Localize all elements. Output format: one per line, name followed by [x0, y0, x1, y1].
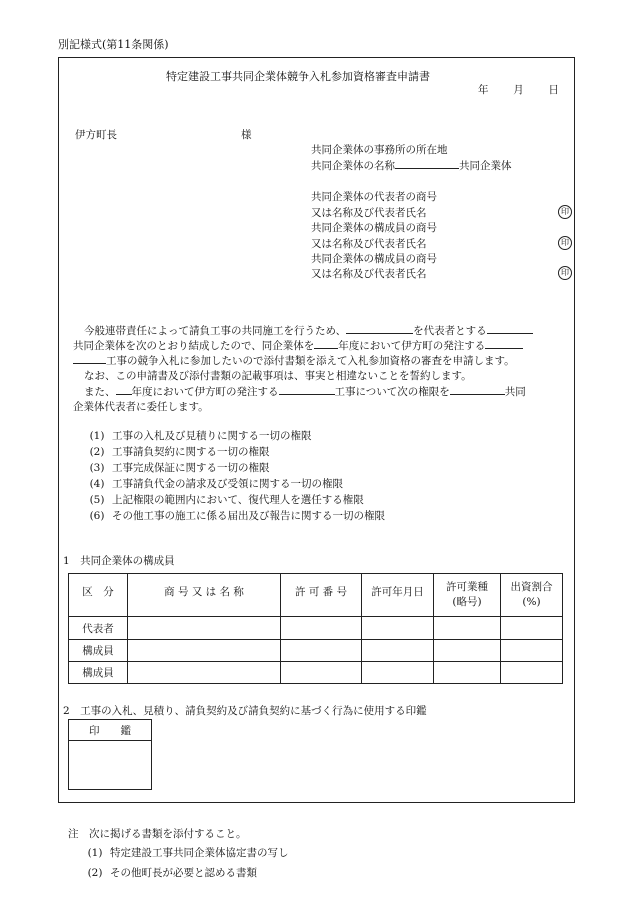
- date-month: 月: [513, 84, 524, 96]
- body-text: を代表者とする: [413, 325, 487, 337]
- col-investment-ratio: 出資割合 (%): [501, 574, 563, 617]
- member2-trade-name-label: 共同企業体の構成員の商号: [311, 253, 437, 265]
- permit-date-cell[interactable]: [362, 640, 434, 662]
- applicant-name-suffix: 共同企業体: [459, 160, 512, 172]
- permit-date-cell[interactable]: [362, 617, 434, 640]
- name-cell[interactable]: [128, 662, 281, 684]
- col-permit-date: 許可年月日: [362, 574, 434, 617]
- permit-date-cell[interactable]: [362, 662, 434, 684]
- form-reference-note: 別記様式(第11条関係): [58, 38, 169, 51]
- section2-heading: 2 工事の入札、見積り、請負契約及び請負契約に基づく行為に使用する印鑑: [63, 705, 427, 717]
- list-item: (1) 特定建設工事共同企業体協定書の写し: [87, 847, 289, 859]
- body-text: 年度において伊方町の発注する: [131, 386, 279, 398]
- jv-name-blank: [487, 322, 533, 334]
- applicant-name-label: 共同企業体の名称: [311, 160, 395, 172]
- name-cell[interactable]: [128, 640, 281, 662]
- fiscal-year-blank: [314, 337, 338, 349]
- col-permit-type: 許可業種 (略号): [434, 574, 501, 617]
- permit-type-cell[interactable]: [434, 640, 501, 662]
- body-text: 今般連帯責任によって請負工事の共同施工を行うため、: [84, 325, 347, 337]
- investment-ratio-cell[interactable]: [501, 617, 563, 640]
- table-row: [69, 617, 563, 640]
- addressee-honorific: 様: [241, 129, 252, 141]
- list-item: (2) その他町長が必要と認める書類: [87, 867, 257, 879]
- applicant-office-location: 共同企業体の事務所の所在地: [311, 144, 448, 156]
- investment-ratio-cell[interactable]: [501, 662, 563, 684]
- seal-header: 印 鑑: [69, 720, 152, 741]
- form-title: 特定建設工事共同企業体競争入札参加資格審査申請書: [166, 70, 430, 83]
- body-text: 年度において伊方町の発注する: [338, 340, 486, 352]
- rep-seal-mark: 印: [558, 205, 572, 219]
- list-item: (1) 工事の入札及び見積りに関する一切の権限: [89, 430, 312, 442]
- list-item: (3) 工事完成保証に関する一切の権限: [89, 462, 270, 474]
- col-name: 商 号 又 は 名 称: [128, 574, 281, 617]
- row-division-label: 構成員: [69, 662, 128, 684]
- body-line-5: [84, 383, 526, 399]
- date-line: [478, 82, 559, 97]
- row-division-label: 構成員: [69, 640, 128, 662]
- body-line-1: [84, 322, 533, 338]
- member2-seal-mark: 印: [558, 266, 572, 280]
- rep-company-blank: [346, 322, 413, 334]
- member1-trade-name-label: 共同企業体の構成員の商号: [311, 222, 437, 234]
- addressee-name: 伊方町長: [75, 129, 117, 141]
- col-division: 区 分: [69, 574, 128, 617]
- notes-list: [80, 843, 289, 883]
- seal-impression-area[interactable]: [69, 741, 152, 790]
- body-text: 工事について次の権限を: [334, 386, 450, 398]
- body-text: 工事の競争入札に参加したいので添付書類を添えて入札参加資格の審査を申請します。: [106, 355, 515, 367]
- date-day: 日: [548, 84, 559, 96]
- permit-no-cell[interactable]: [281, 662, 362, 684]
- rep-trade-name-label: 共同企業体の代表者の商号: [311, 191, 437, 203]
- applicant-name-line: [311, 157, 512, 173]
- applicant-name-blank: [395, 157, 459, 169]
- member1-person-label: 又は名称及び代表者氏名: [311, 238, 427, 250]
- investment-ratio-cell[interactable]: [501, 640, 563, 662]
- delegate-blank: [450, 383, 505, 395]
- construction-name-blank: [485, 337, 523, 349]
- name-cell[interactable]: [128, 617, 281, 640]
- permit-no-cell[interactable]: [281, 640, 362, 662]
- col-permit-no: 許 可 番 号: [281, 574, 362, 617]
- body-line-2: [73, 337, 523, 353]
- permit-type-cell[interactable]: [434, 617, 501, 640]
- row-division-label: 代表者: [69, 617, 128, 640]
- table-row: [69, 662, 563, 684]
- member1-seal-mark: 印: [558, 236, 572, 250]
- list-item: (2) 工事請負契約に関する一切の権限: [89, 446, 270, 458]
- body-line-6: 企業体代表者に委任します。: [73, 401, 209, 413]
- permit-no-cell[interactable]: [281, 617, 362, 640]
- list-item: (4) 工事請負代金の請求及び受領に関する一切の権限: [89, 478, 343, 490]
- members-table: [68, 573, 563, 684]
- construction-name-blank-2: [279, 383, 335, 395]
- body-text: 共同: [504, 386, 526, 398]
- list-item: (5) 上記権限の範囲内において、復代理人を選任する権限: [89, 494, 364, 506]
- table-row: [69, 640, 563, 662]
- rep-person-label: 又は名称及び代表者氏名: [311, 207, 427, 219]
- section1-heading: 1 共同企業体の構成員: [63, 555, 175, 567]
- body-text: 共同企業体を次のとおり結成したので、同企業体を: [73, 340, 315, 352]
- notes-heading: 注 次に掲げる書類を添付すること。: [68, 828, 247, 840]
- date-year: 年: [478, 84, 489, 96]
- powers-list: [82, 428, 385, 524]
- seal-table: [68, 719, 152, 790]
- construction-name-blank-cont: [73, 352, 106, 364]
- member2-person-label: 又は名称及び代表者氏名: [311, 268, 427, 280]
- fiscal-year-blank-2: [116, 383, 132, 395]
- list-item: (6) その他工事の施工に係る届出及び報告に関する一切の権限: [89, 510, 385, 522]
- body-text: また、: [84, 386, 116, 398]
- permit-type-cell[interactable]: [434, 662, 501, 684]
- body-line-4: なお、この申請書及び添付書類の記載事項は、事実と相違ないことを誓約します。: [84, 370, 472, 382]
- body-line-3: [73, 352, 515, 368]
